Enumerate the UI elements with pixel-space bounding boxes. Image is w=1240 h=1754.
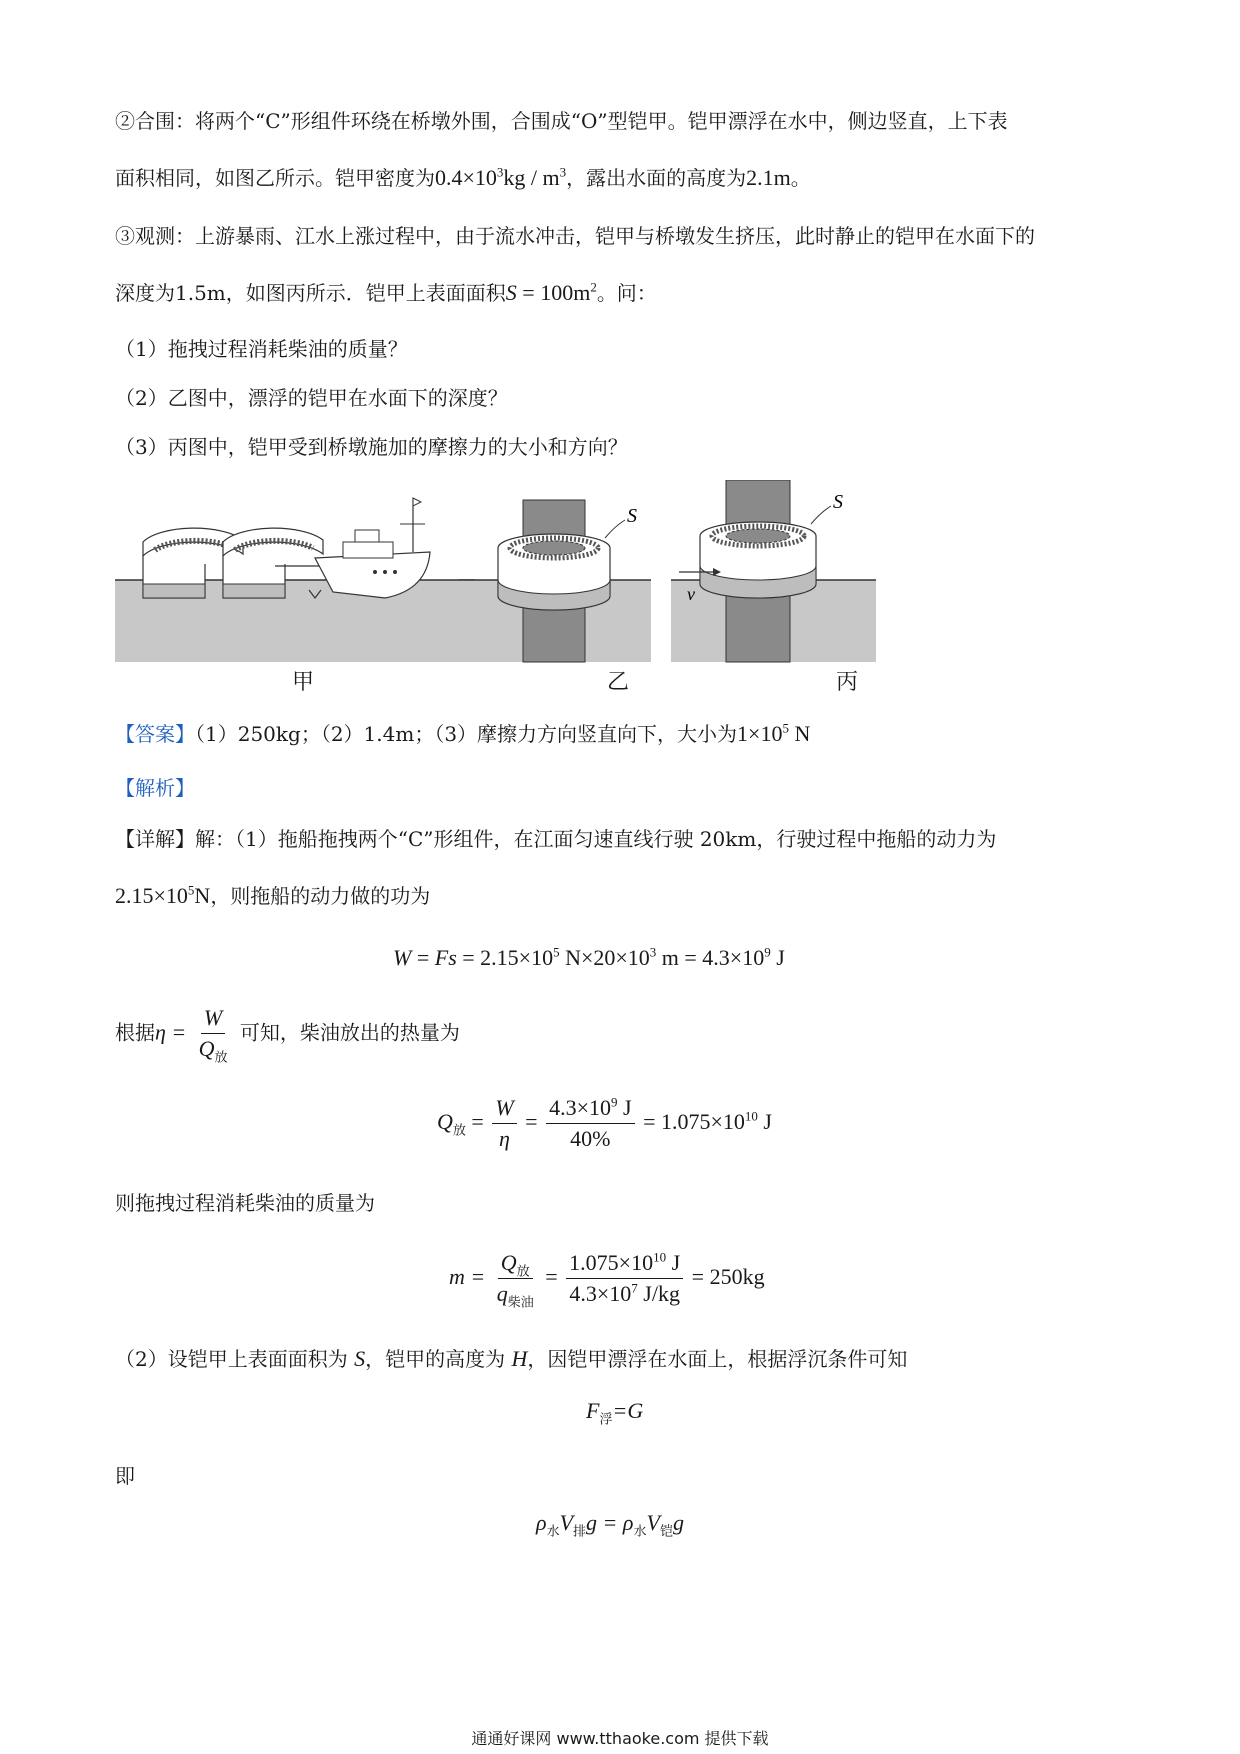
equation-work: $W = Fs = 2.15\times 10^5$ $N\times 20\times 10^3$ $m = 4.3\times 10^9$ J [393,944,785,970]
efficiency-fraction: $\frac{W}{Q_放}$ [198,1005,228,1065]
armor-ring-yi [498,534,610,610]
label-s-bing: S [833,491,843,513]
eta-symbol: η = [155,1019,187,1045]
panel-bing [671,480,876,662]
footer-credit: 通通好课网 www.tthaoke.com 提供下载 [471,1729,769,1748]
question-1: （1）拖拽过程消耗柴油的质量？ [115,337,408,361]
panel-jia [115,498,475,662]
armor-ring-bing [700,522,816,598]
detail-text-2: ，则拖船的动力做的功为 [210,884,431,908]
mass-intro: 则拖拽过程消耗柴油的质量为 [115,1191,375,1215]
caption-bing: 丙 [836,670,859,695]
area-equation: $S = 100m^2$ [505,279,597,305]
step2-text: 面积相同，如图乙所示。铠甲密度为 [115,166,435,190]
question-2: （2）乙图中，漂浮的铠甲在水面下的深度？ [115,386,508,410]
equation-rho: $\rho_水V_排g = \rho_水V_铠g$ [536,1510,684,1539]
step3-tail: 。问： [596,281,657,305]
label-v: v [687,584,695,604]
period: 。 [790,166,811,190]
step2-line1: ②合围：将两个“C”形组件环绕在桥墩外围，合围成“O”型铠甲。铠甲漂浮在水中，侧边竖直，上下表 [115,109,1008,133]
density-value: $0.4\times 10^3kg / m^3$ [435,164,567,190]
exposed-height: 2.1m [746,165,791,190]
analysis-tag: 【解析】 [115,776,195,800]
step3-text: 深度为1.5m，如图丙所示．铠甲上表面面积 [115,281,506,305]
step3-line2 [115,277,657,306]
answer-tag: 【答案】 [115,722,195,746]
step3-line1: ③观测：上游暴雨、江水上涨过程中，由于流水冲击，铠甲与桥墩发生挤压，此时静止的铠甲在水面下的 [115,224,1035,248]
force-value: $2.15\times 10^5N$ [115,882,211,908]
detail-text: 解：（1）拖船拖拽两个“C”形组件，在江面匀速直线行驶 20km，行驶过程中拖船的动力为 [195,827,997,851]
label-s-yi: S [627,505,637,527]
ji-line: 即 [115,1464,135,1488]
efficiency-line: 根据η = $\frac{W}{Q_放}$ 可知，柴油放出的热量为 [115,1005,460,1065]
panel-yi [458,500,651,662]
caption-jia: 甲 [292,670,315,695]
answer-line [115,718,810,747]
detail-tag: 【详解】 [115,827,195,851]
step2-line2 [115,162,811,191]
question-3: （3）丙图中，铠甲受到桥墩施加的摩擦力的大小和方向？ [115,435,628,459]
answer-text: （1）250kg；（2）1.4m；（3）摩擦力方向竖直向下，大小为 [195,722,738,746]
answer-value: $1\times 10^5$ N [737,720,811,746]
detail-line2 [115,880,430,909]
equation-float: $F_浮=G$ [586,1398,644,1427]
caption-yi: 乙 [607,670,630,695]
equation-mass: m = $\frac{Q_放}{q_{柴油}}$ = $\frac{1.075\times 10^{10} J}{4.3\times 10^7 J/kg}$ = 250kg [449,1249,765,1310]
equation-heat: $Q_放$ = $\frac{W}{\eta}$ = $\frac{4.3\times 10^9 J}{40\%}$ = $1.075\times 10^{10}$ J [437,1094,772,1152]
detail-line1 [115,823,996,852]
step2-text-b: ，露出水面的高度为 [566,166,747,190]
part2-line: （2）设铠甲上表面面积为 S，铠甲的高度为 H，因铠甲漂浮在水面上，根据浮沉条件可知 [115,1346,908,1371]
